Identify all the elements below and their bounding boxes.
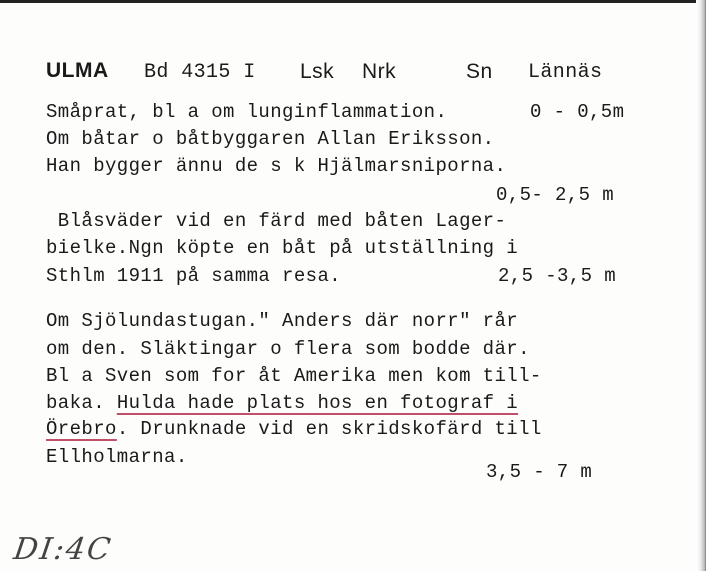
time-range: 2,5 -3,5 m — [498, 265, 617, 287]
text-line: om den. Släktingar o flera som bodde där. — [46, 338, 530, 360]
text-line: Blåsväder vid en färd med båten Lager- — [46, 210, 507, 232]
card-top-edge — [0, 0, 706, 3]
text-line: Bl a Sven som for åt Amerika men kom till- — [46, 365, 542, 387]
text-line: bielke.Ngn köpte en båt på utställning i — [46, 237, 519, 259]
time-range: 3,5 - 7 m — [486, 461, 593, 483]
text-line: baka. Hulda hade plats hos en fotograf i — [46, 392, 519, 414]
parish-label: Sn — [466, 60, 493, 83]
text-line: Om Sjölundastugan." Anders där norr" rår — [46, 310, 519, 332]
parish-value: Lännäs — [528, 61, 603, 84]
card-right-edge — [696, 0, 706, 571]
text-line: Småprat, bl a om lunginflammation. — [46, 101, 448, 123]
time-range: 0,5- 2,5 m — [496, 184, 615, 206]
text-line: Han bygger ännu de s k Hjälmarsniporna. — [46, 155, 507, 177]
text-line: Örebro. Drunknade vid en skridskofärd till — [46, 418, 542, 440]
archive-code: ULMA — [46, 59, 109, 82]
text-line: Ellholmarna. — [46, 446, 188, 468]
record-number: Bd 4315 I — [144, 61, 256, 84]
county-value: Nrk — [362, 60, 397, 83]
underlined-text: Hulda hade plats hos en fotograf i — [116, 392, 519, 414]
time-range: 0 - 0,5m — [530, 101, 625, 123]
handwritten-note: DI:4C — [11, 532, 115, 567]
county-label: Lsk — [300, 60, 335, 83]
underlined-text: Örebro — [46, 418, 117, 440]
text-line: Om båtar o båtbyggaren Allan Eriksson. — [46, 128, 495, 150]
text-line: Sthlm 1911 på samma resa. — [46, 265, 342, 287]
